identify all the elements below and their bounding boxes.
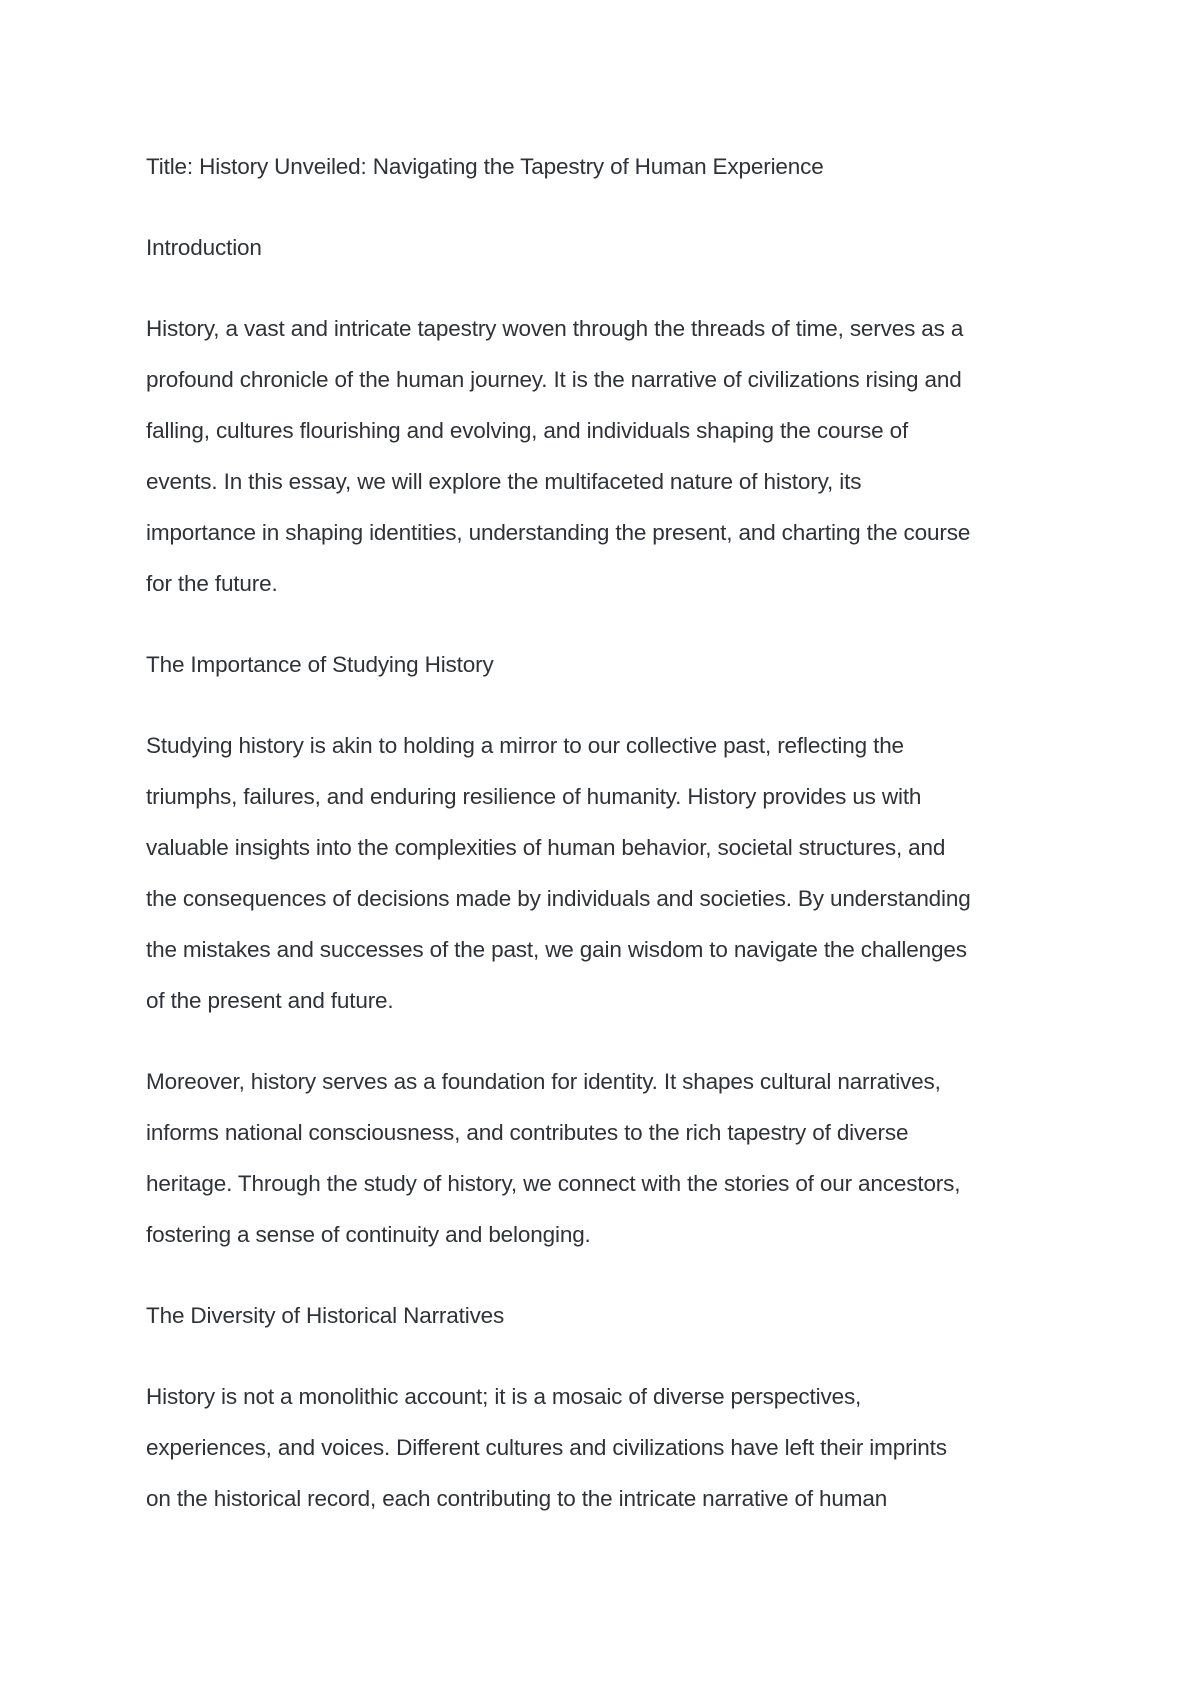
document-title (146, 141, 1066, 192)
paragraph-line: History is not a monolithic account; it is a mosaic of diverse perspectives, (146, 1384, 862, 1409)
heading-text: The Importance of Studying History (146, 652, 494, 677)
paragraph-line: the consequences of decisions made by individuals and societies. By understanding (146, 886, 971, 911)
paragraph-line: for the future. (146, 571, 278, 596)
section-heading-introduction (146, 222, 1066, 273)
paragraph-line: Studying history is akin to holding a mirror to our collective past, reflecting the (146, 733, 904, 758)
section-heading-importance (146, 639, 1066, 690)
document-body (146, 141, 1066, 1554)
paragraph-line: Moreover, history serves as a foundation for identity. It shapes cultural narratives, (146, 1069, 941, 1094)
paragraph-line: events. In this essay, we will explore the multifaceted nature of history, its (146, 469, 862, 494)
heading-text: The Diversity of Historical Narratives (146, 1303, 505, 1328)
paragraph-line: the mistakes and successes of the past, we gain wisdom to navigate the challenges (146, 937, 967, 962)
paragraph-line: valuable insights into the complexities of human behavior, societal structures, and (146, 835, 946, 860)
paragraph-line: importance in shaping identities, understanding the present, and charting the course (146, 520, 971, 545)
paragraph-line: of the present and future. (146, 988, 394, 1013)
paragraph-line: profound chronicle of the human journey. It is the narrative of civilizations rising and (146, 367, 962, 392)
paragraph-line: on the historical record, each contributing to the intricate narrative of human (146, 1486, 888, 1511)
paragraph-line: fostering a sense of continuity and belonging. (146, 1222, 591, 1247)
paragraph-importance-2 (146, 1056, 1066, 1260)
section-heading-diversity (146, 1290, 1066, 1341)
paragraph-line: experiences, and voices. Different cultures and civilizations have left their imprints (146, 1435, 947, 1460)
paragraph-line: triumphs, failures, and enduring resilience of humanity. History provides us with (146, 784, 922, 809)
paragraph-importance-1 (146, 720, 1066, 1026)
paragraph-line: heritage. Through the study of history, we connect with the stories of our ancestors, (146, 1171, 961, 1196)
paragraph-line: History, a vast and intricate tapestry woven through the threads of time, serves as a (146, 316, 964, 341)
paragraph-introduction (146, 303, 1066, 609)
heading-text: Introduction (146, 235, 262, 260)
paragraph-line: falling, cultures flourishing and evolving, and individuals shaping the course of (146, 418, 909, 443)
title-text: Title: History Unveiled: Navigating the Tapestry of Human Experience (146, 154, 824, 179)
paragraph-diversity (146, 1371, 1066, 1524)
paragraph-line: informs national consciousness, and contributes to the rich tapestry of diverse (146, 1120, 909, 1145)
